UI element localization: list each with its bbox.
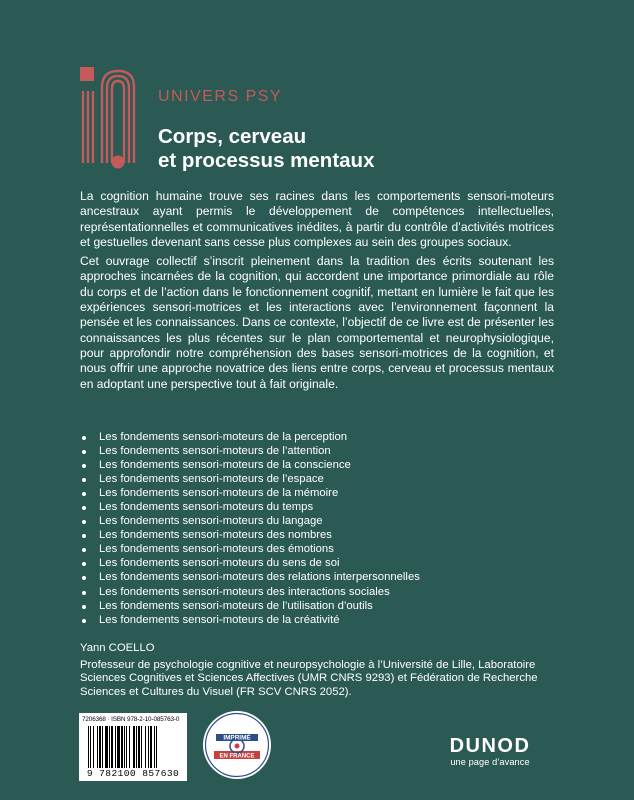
blurb-paragraph-2: Cet ouvrage collectif s’inscrit pleinement dans la tradition des écrits soutenant les approches incarnées de la cognition, qui accordent une importance primordiale au rôle du corps et de l’action dans le fonctionnement cognitif, mettant en lumière le fait que les expériences sensori-motrices et les interactions avec l’environnement façonnent la pensée et les connaissances. Dans ce contexte, l’objectif de ce livre est de présenter les connaissances les plus récentes sur le plan comportemental et neurophysiologique, pour approfondir notre compréhension des bases sensori-motrices de la cognition, et nous offrir une approche novatrice des liens entre corps, cerveau et processus mentaux en adoptant une perspective tout à fait originale.	[80, 254, 554, 391]
seal-top-text: IMPRIMÉ	[223, 734, 251, 742]
isbn-code: 7206368 · ISBN 978-2-10-085763-0	[82, 716, 180, 723]
publisher-name: DUNOD	[449, 735, 531, 757]
barcode-bars	[87, 726, 179, 768]
list-item: Les fondements sensori-moteurs des interactions sociales	[80, 585, 554, 599]
list-item: Les fondements sensori-moteurs de l’utilisation d’outils	[80, 599, 554, 613]
series-logo-icon	[80, 67, 140, 169]
isbn-barcode	[79, 713, 187, 781]
author-bio: Professeur de psychologie cognitive et neuropsychologie à l’Université de Lille, Laboratoire Sciences Cognitives et Sciences Affectives (UMR CNRS 9293) et Fédération de Recherche Sciences et Cultures du Visuel (FR SCV CNRS 2052).	[80, 658, 538, 698]
book-title	[158, 125, 538, 173]
list-item: Les fondements sensori-moteurs de la conscience	[80, 458, 554, 472]
list-item: Les fondements sensori-moteurs de l’attention	[80, 444, 554, 458]
barcode-digits: 9 782100 857630	[86, 768, 180, 779]
blurb-paragraph-1: La cognition humaine trouve ses racines dans les comportements sensori-moteurs ancestraux ayant permis le développement de compétences intellectuelles, représentationnelles et communicatives inédites, à partir du contrôle d’activités motrices et gestuelles devenant sans cesse plus complexes au sein des groupes sociaux.	[80, 189, 554, 249]
title-line-1: Corps, cerveau	[158, 125, 307, 148]
imprime-en-france-seal	[202, 707, 272, 783]
author-block	[80, 642, 560, 699]
list-item: Les fondements sensori-moteurs des nombres	[80, 528, 554, 542]
list-item: Les fondements sensori-moteurs des émotions	[80, 542, 554, 556]
publisher-tagline: une page d’avance	[450, 757, 530, 767]
list-item: Les fondements sensori-moteurs de l’espace	[80, 472, 554, 486]
list-item: Les fondements sensori-moteurs du sens de soi	[80, 556, 554, 570]
contents-list	[80, 430, 554, 627]
list-item: Les fondements sensori-moteurs des relations interpersonnelles	[80, 570, 554, 584]
seal-bottom-text: EN FRANCE	[219, 753, 255, 760]
blurb	[80, 189, 554, 396]
series-name: UNIVERS PSY	[158, 88, 283, 105]
list-item: Les fondements sensori-moteurs de la mémoire	[80, 486, 554, 500]
list-item: Les fondements sensori-moteurs de la créativité	[80, 613, 554, 627]
list-item: Les fondements sensori-moteurs du temps	[80, 500, 554, 514]
list-item: Les fondements sensori-moteurs de la perception	[80, 430, 554, 444]
author-name: Yann COELLO	[80, 642, 155, 654]
publisher-logo	[442, 736, 538, 767]
title-line-2: et processus mentaux	[158, 149, 375, 172]
list-item: Les fondements sensori-moteurs du langage	[80, 514, 554, 528]
